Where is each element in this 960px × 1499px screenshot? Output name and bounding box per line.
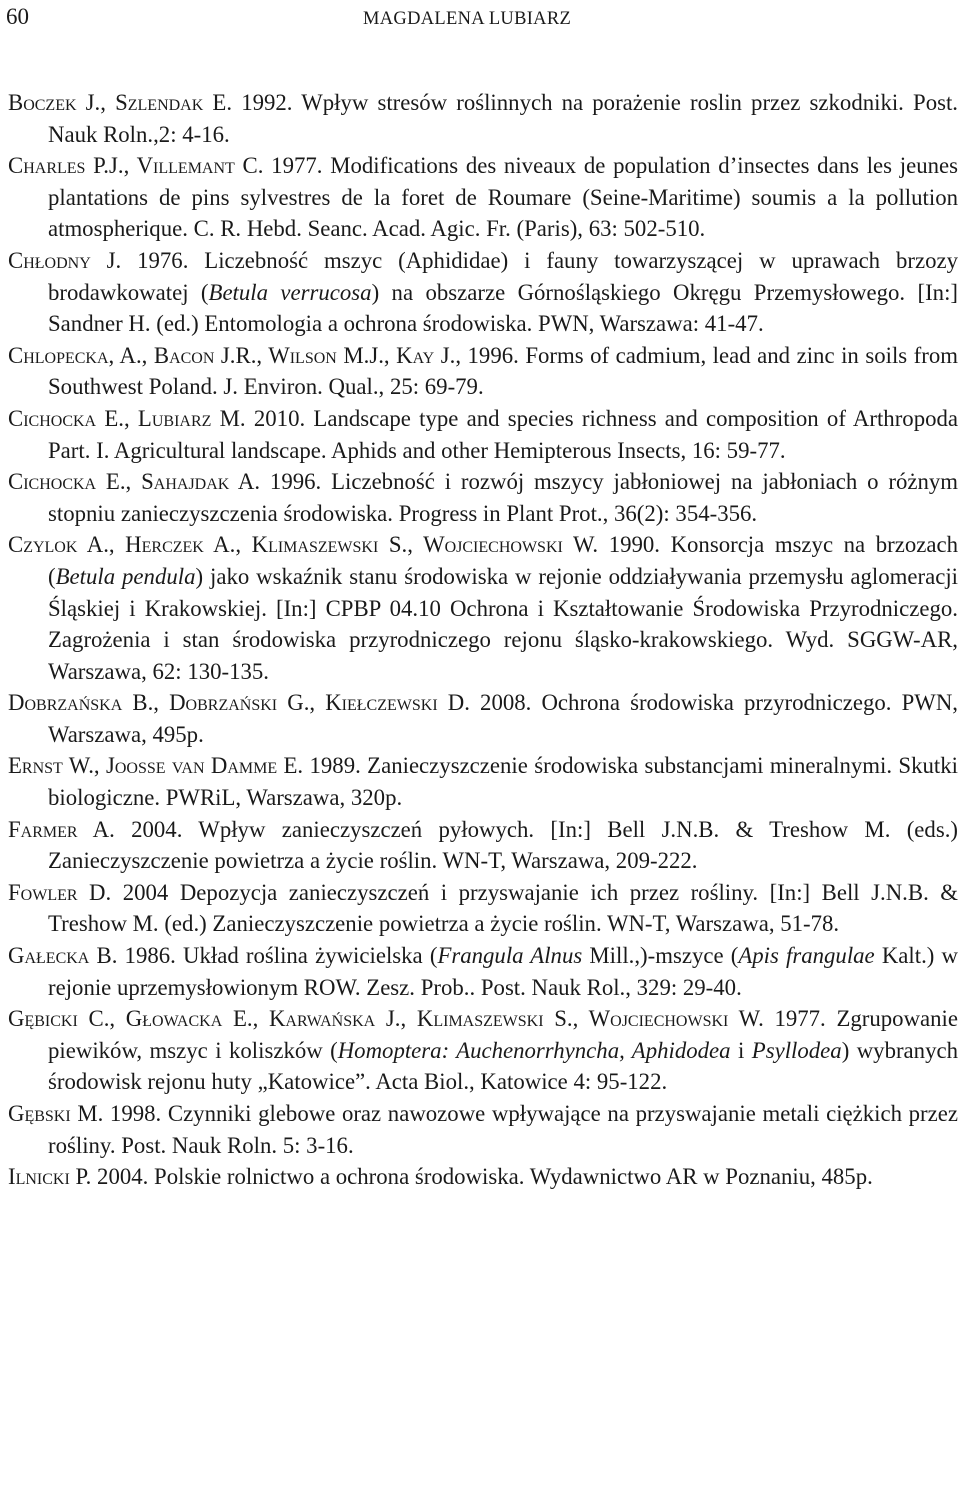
reference-italic-text: Homoptera: Auchenorrhyncha, Aphidodea — [337, 1037, 731, 1063]
reference-entry — [8, 940, 958, 1003]
reference-entry — [8, 466, 958, 529]
reference-text: ) wybranych środowisk rejonu huty „Katowice”. Acta Biol., Katowice 4: 95-122. — [48, 1037, 958, 1095]
reference-authors: Boczek J., Szlendak E. — [8, 90, 233, 115]
reference-authors: Farmer A. — [8, 816, 115, 842]
reference-entry — [8, 529, 958, 687]
reference-entry — [8, 877, 958, 940]
reference-entry — [8, 750, 958, 813]
reference-italic-text: Apis frangulae — [738, 943, 875, 969]
reference-entry — [8, 1098, 958, 1161]
page-header — [0, 0, 960, 38]
reference-authors: Cichocka E., Sahajdak A. — [8, 469, 261, 495]
reference-entry — [8, 340, 958, 403]
reference-list — [8, 87, 958, 1193]
reference-entry — [8, 403, 958, 466]
reference-authors: Fowler D. — [8, 879, 112, 905]
reference-text: 1992. Wpływ stresów roślinnych na porażenie roslin przez szkodniki. Post. Nauk Roln.,2: 4-16. — [48, 90, 959, 147]
reference-authors: Gębicki C., Głowacka E., Karwańska J., Klimaszewski S., Wojciechowski W. — [8, 1006, 764, 1032]
reference-authors: Gębski M. — [8, 1101, 104, 1126]
reference-authors: Dobrzańska B., Dobrzański G., Kiełczewski D. — [8, 690, 470, 716]
reference-italic-text: Betula verrucosa — [208, 279, 372, 305]
reference-text: ) jako wskaźnik stanu środowiska w rejonie oddziaływania przemysłu aglomeracji Śląskiej i Krakowskiej. [In:] CPBP 04.10 Ochrona i Kształtowanie Środowiska Przyrodniczego. Zagrożenia i stan środowiska przyrodniczego rejonu śląsko-krakowskiego. Wyd. SGGW-AR, Warszawa, 62: 130-135. — [48, 563, 958, 684]
reference-text: 2004. Polskie rolnictwo a ochrona środowiska. Wydawnictwo AR w Poznaniu, 485p. — [91, 1164, 873, 1190]
reference-entry — [8, 814, 958, 877]
reference-text: 2008. Ochrona środowiska przyrodniczego. PWN, Warszawa, 495p. — [48, 690, 958, 747]
reference-italic-text: Psyllodea — [751, 1037, 842, 1063]
running-head: MAGDALENA LUBIARZ — [363, 9, 572, 29]
reference-text: 1996. Liczebność i rozwój mszycy jabłoniowej na jabłoniach o różnym stopniu zanieczyszczenia środowiska. Progress in Plant Prot., 36(2): 354-356. — [48, 469, 959, 526]
reference-entry — [8, 150, 958, 245]
reference-authors: Ilnicki P. — [8, 1164, 92, 1190]
reference-authors: Ernst W., Joosse van Damme E. — [8, 753, 304, 779]
reference-text: ) na obszarze Górnośląskiego Okręgu Przemysłowego. [In:] Sandner H. (ed.) Entomologia a ochrona środowiska. PWN, Warszawa: 41-47. — [48, 279, 959, 337]
reference-entry — [8, 687, 958, 750]
reference-entry — [8, 245, 958, 340]
reference-entry — [8, 1161, 958, 1193]
reference-italic-text: Betula pendula — [55, 563, 196, 589]
reference-text: 2004. Wpływ zanieczyszczeń pyłowych. [In:] Bell J.N.B. & Treshow M. (eds.) Zanieczyszczenie powietrza a życie roślin. WN-T, Warszawa, 209-222. — [48, 816, 958, 874]
reference-text: , 1996. Forms of cadmium, lead and zinc in soils from Southwest Poland. J. Environ. Qual., 25: 69-79. — [48, 342, 958, 400]
reference-text: 2004 Depozycja zanieczyszczeń i przyswajanie ich przez rośliny. [In:] Bell J.N.B. & Treshow M. (ed.) Zanieczyszczenie powietrza a życie roślin. WN-T, Warszawa, 51-78. — [48, 879, 959, 937]
reference-authors: Chłodny J. — [8, 247, 122, 273]
reference-authors: Chlopecka, A., Bacon J.R., Wilson M.J., Kay J. — [8, 342, 456, 368]
reference-text: 1977. Modifications des niveaux de population d’insectes dans les jeunes plantations de pins sylvestres de la foret de Roumare (Seine-Maritime) soumis a la pollution atmospherique. C. R. Hebd. Seanc. Acad. Agic. Fr. (Paris), 63: 502-510. — [48, 153, 958, 242]
reference-text: Kalt.) w rejonie uprzemysłowionym ROW. Zesz. Prob.. Post. Nauk Rol., 329: 29-40. — [48, 943, 958, 1000]
reference-authors: Charles P.J., Villemant C. — [8, 153, 264, 179]
reference-entry — [8, 1003, 958, 1098]
reference-authors: Cichocka E., Lubiarz M. — [8, 405, 246, 431]
reference-text: 2010. Landscape type and species richness and composition of Arthropoda Part. I. Agricultural landscape. Aphids and other Hemipterous Insects, 16: 59-77. — [48, 405, 959, 463]
reference-authors: Gałecka B. — [8, 943, 118, 969]
reference-entry — [8, 87, 958, 150]
reference-text: 1986. Układ roślina żywicielska ( — [117, 943, 438, 969]
reference-text: i — [730, 1037, 752, 1063]
reference-text: 1998. Czynniki glebowe oraz nawozowe wpływające na przyswajanie metali ciężkich przez rośliny. Post. Nauk Roln. 5: 3-16. — [48, 1101, 958, 1158]
reference-italic-text: Frangula Alnus — [437, 943, 583, 969]
reference-text: 1990. Konsorcja mszyc na brzozach ( — [48, 532, 958, 589]
reference-text: 1989. Zanieczyszczenie środowiska substancjami mineralnymi. Skutki biologiczne. PWRiL, Warszawa, 320p. — [48, 753, 958, 811]
reference-text: 1977. Zgrupowanie piewików, mszyc i koliszków ( — [48, 1006, 958, 1063]
page-number: 60 — [6, 4, 29, 29]
reference-authors: Czylok A., Herczek A., Klimaszewski S., Wojciechowski W. — [8, 532, 599, 558]
reference-text: Mill.,)-mszyce ( — [582, 943, 739, 969]
reference-text: 1976. Liczebność mszyc (Aphididae) i fauny towarzyszącej w uprawach brzozy brodawkowatej ( — [48, 247, 958, 305]
